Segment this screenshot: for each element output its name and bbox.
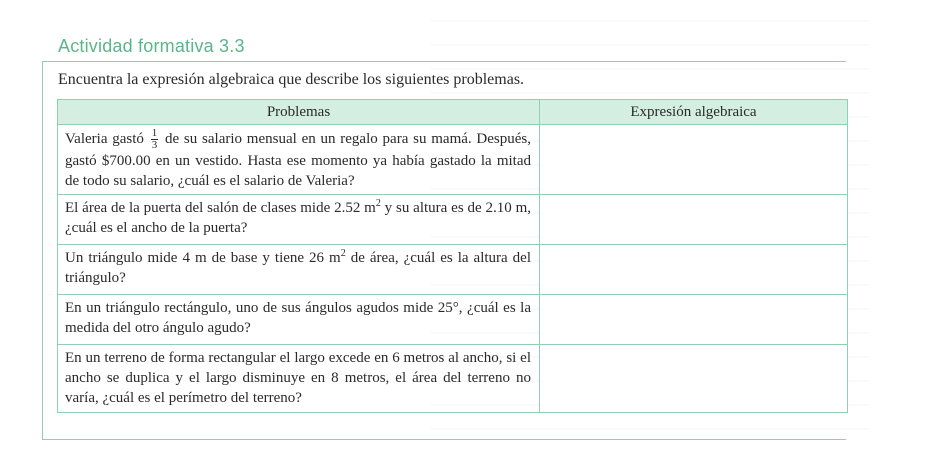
problem-text-start: Un triángulo mide 4 m de base y tiene 26 m (65, 250, 341, 266)
header-problems: Problemas (58, 100, 540, 125)
table-row (58, 245, 848, 295)
problem-text-start: Valeria gastó (65, 130, 144, 147)
problem-text-end: de su salario mensual en un regalo para su mamá. Después, gastó $700.00 en un vestido. Hasta ese momento ya había gastado la mitad de todo su salario, ¿cuál es el salario de Valeria? (65, 130, 531, 189)
fraction-numerator: 1 (151, 127, 158, 139)
fraction-one-third (151, 128, 159, 151)
table-row (58, 125, 848, 195)
problem-cell (58, 195, 540, 245)
problem-cell: En un triángulo rectángulo, uno de sus ángulos agudos mide 25°, ¿cuál es la medida del otro ángulo agudo? (58, 295, 540, 345)
frame-top-rule (42, 61, 846, 62)
answer-cell[interactable] (540, 245, 848, 295)
answer-cell[interactable] (540, 295, 848, 345)
squared-exponent: 2 (375, 198, 381, 209)
problems-table (57, 99, 848, 413)
answer-cell[interactable] (540, 345, 848, 413)
table-row (58, 345, 848, 413)
header-algebraic-expression: Expresión algebraica (540, 100, 848, 125)
frame-left-rule (42, 61, 43, 440)
answer-cell[interactable] (540, 125, 848, 195)
squared-exponent: 2 (340, 248, 346, 259)
fraction-denominator: 3 (151, 139, 158, 151)
problem-cell (58, 245, 540, 295)
problem-text-start: El área de la puerta del salón de clases mide 2.52 m (65, 200, 376, 216)
instructions: Encuentra la expresión algebraica que describe los siguientes problemas. (58, 71, 525, 88)
table-header-row (58, 100, 848, 125)
table-row (58, 195, 848, 245)
answer-cell[interactable] (540, 195, 848, 245)
problem-text-end: y su altura es de 2.10 m, ¿cuál es el ancho de la puerta? (65, 200, 531, 236)
problem-text-end: de área, ¿cuál es la altura del triángulo? (65, 250, 532, 286)
problem-cell (58, 125, 540, 195)
activity-title: Actividad formativa 3.3 (58, 36, 245, 56)
frame-bottom-rule (42, 439, 846, 440)
table-row (58, 295, 848, 345)
problem-cell: En un terreno de forma rectangular el largo excede en 6 metros al ancho, si el ancho se duplica y el largo disminuye en 8 metros, el área del terreno no varía, ¿cuál es el perímetro del terreno? (58, 345, 540, 413)
